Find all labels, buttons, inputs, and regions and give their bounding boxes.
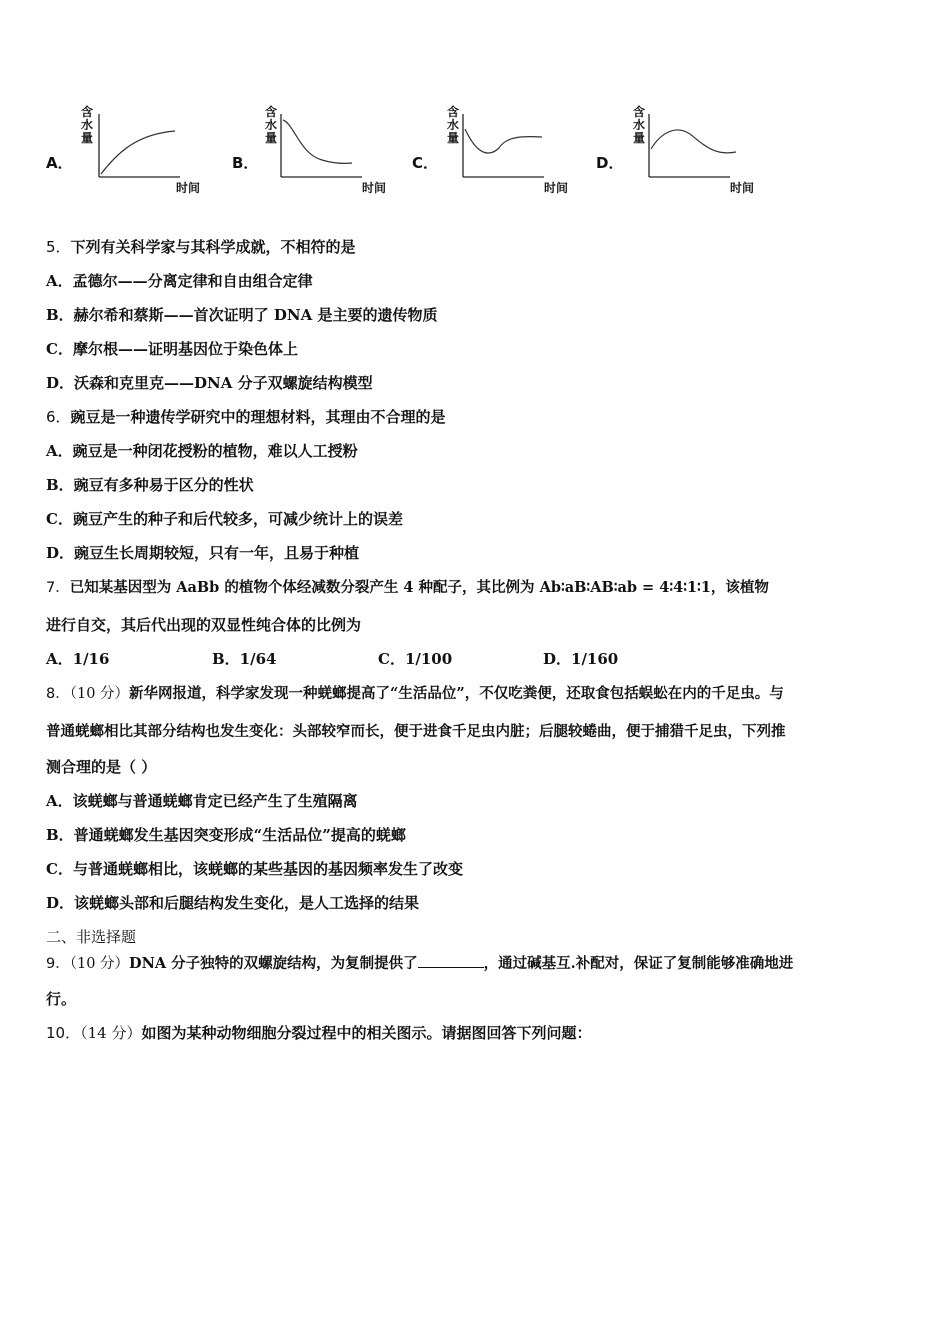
graph-c [444, 104, 624, 196]
q9-answer-blank[interactable] [418, 953, 484, 968]
q10-stem: 10．（14 分）如图为某种动物细胞分裂过程中的相关图示。请据图回答下列问题： [46, 1024, 592, 1042]
graph-c-plot [444, 104, 624, 196]
q5-stem: 5．下列有关科学家与其科学成就，不相符的是 [46, 238, 356, 256]
graph-d-curve [651, 130, 736, 153]
q7-stem-line1: 7．已知某基因型为 AaBb 的植物个体经减数分裂产生 4 种配子，其比例为 Ab∶aB∶AB∶ab = 4∶4∶1∶1，该植物 [46, 579, 769, 596]
q8-option-a: A．该蜣螂与普通蜣螂肯定已经产生了生殖隔离 [46, 792, 358, 810]
q7-option-d: D．1/160 [543, 650, 619, 668]
graph-b-label: B． [232, 154, 259, 172]
q6-stem: 6．豌豆是一种遗传学研究中的理想材料，其理由不合理的是 [46, 408, 446, 426]
graph-a-curve [101, 131, 175, 174]
q6-option-b: B．豌豆有多种易于区分的性状 [46, 476, 254, 494]
graph-b-plot [262, 104, 442, 196]
q6-option-c: C．豌豆产生的种子和后代较多，可减少统计上的误差 [46, 510, 403, 528]
graph-c-ylabel: 含 水 量 [446, 105, 459, 145]
q5-option-b: B．赫尔希和蔡斯——首次证明了 DNA 是主要的遗传物质 [46, 306, 438, 324]
graph-c-curve [465, 129, 542, 153]
q7-option-c: C．1/100 [378, 650, 453, 668]
graph-a-ylabel: 含 水 量 [80, 105, 93, 145]
graph-c-xlabel: 时间 [544, 181, 569, 195]
graph-a-plot [80, 104, 260, 196]
q7-option-a: A．1/16 [46, 650, 110, 668]
graph-b [262, 104, 442, 196]
q6-option-d: D．豌豆生长周期较短，只有一年，且易于种植 [46, 544, 360, 562]
graph-a-label: A． [46, 154, 73, 172]
q8-stem-line1: 8．（10 分）新华网报道，科学家发现一种蜣螂提高了“生活品位”，不仅吃粪便，还取食包括蜈蚣在内的千足虫。与 [46, 685, 784, 702]
graph-d-label: D． [596, 154, 624, 172]
q7-options [46, 648, 906, 668]
section-heading: 二、非选择题 [46, 928, 137, 946]
q7-stem-line2: 进行自交，其后代出现的双显性纯合体的比例为 [46, 616, 362, 634]
q9-stem-line1: 9．（10 分）DNA 分子独特的双螺旋结构，为复制提供了 ，通过碱基互.补配对，保证了复制能够准确地进 [46, 955, 794, 972]
graph-c-label: C． [412, 154, 439, 172]
q8-option-b: B．普通蜣螂发生基因突变形成“生活品位”提高的蜣螂 [46, 826, 406, 844]
q9-stem-line2: 行。 [46, 990, 77, 1008]
q7-option-b: B．1/64 [212, 650, 277, 668]
q5-option-a: A．孟德尔——分离定律和自由组合定律 [46, 272, 313, 290]
graph-d [630, 104, 810, 196]
q8-stem-line3: 测合理的是（ ） [46, 758, 157, 776]
graph-d-xlabel: 时间 [730, 181, 755, 195]
graph-a-xlabel: 时间 [176, 181, 201, 195]
q6-option-a: A．豌豆是一种闭花授粉的植物，难以人工授粉 [46, 442, 358, 460]
q8-option-c: C．与普通蜣螂相比，该蜣螂的某些基因的基因频率发生了改变 [46, 860, 463, 878]
graph-d-plot [630, 104, 810, 196]
q8-stem-line2: 普通蜣螂相比其部分结构也发生变化：头部较窄而长，便于进食千足虫内脏；后腿较蜷曲，便于捕猎千足虫，下列推 [46, 723, 786, 740]
graph-b-curve [283, 120, 352, 163]
q8-option-d: D．该蜣螂头部和后腿结构发生变化，是人工选择的结果 [46, 894, 420, 912]
q5-option-d: D．沃森和克里克——DNA 分子双螺旋结构模型 [46, 374, 373, 392]
graph-d-ylabel: 含 水 量 [632, 105, 645, 145]
graph-a [80, 104, 260, 196]
graph-b-ylabel: 含 水 量 [264, 105, 277, 145]
q5-option-c: C．摩尔根——证明基因位于染色体上 [46, 340, 298, 358]
graph-b-xlabel: 时间 [362, 181, 387, 195]
